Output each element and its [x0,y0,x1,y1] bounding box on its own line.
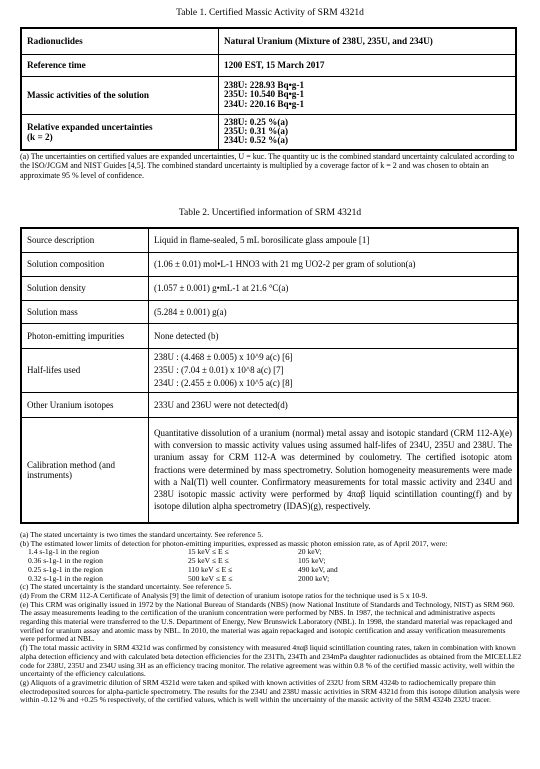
activity-line: 235U: 10.540 Bq•g-1 [224,89,305,100]
row-label: Calibration method (and instruments) [21,417,149,523]
row-value: Quantitative dissolution of a uranium (normal) metal assay and isotopic standard (CRM 112-A)(e) with conversion to massic activity values using assumed half-lifes of 234U, 235U and 238U. The uranium assay for CRM 112-A was determined by coulometry. The certified isotopic atom fractions were determined by mass spectrometry. Solution homogeneity measurements were made with a NaI(Tl) well counter. Confirmatory measurements for total massic activity and 234U and 238U isotopic massic activity were performed by 4παβ liquid scintillation counting(f) and by isotope dilution alpha spectrometry (IDAS)(g), respectively. [149,417,519,523]
row-value: (1.057 ± 0.001) g•mL-1 at 21.6 °C(a) [149,276,519,300]
limit-rate: 0.32 s-1g-1 in the region [28,573,103,583]
limit-rate: 0.25 s-1g-1 in the region [28,564,103,574]
table1-footnote: (a) The uncertainties on certified values are expanded uncertainties, U = kuc. The quantity uc is the combined standard uncertainty calculated according to the ISO/JCGM and NIST Guides [4,5]. The combined standard uncertainty is multiplied by a coverage factor of k = 2 and was chosen to obtain an approximate 95 % level of confidence. [20,152,515,180]
limit-range: 15 keV ≤ E ≤ [188,547,229,557]
uncertainty-line: 235U: 0.31 %(a) [224,126,289,137]
row-value [219,114,517,150]
row-value [219,76,517,114]
limit-range: 500 keV ≤ E ≤ [188,573,233,583]
row-label: Half-lifes used [21,348,149,392]
table-row [21,300,518,323]
row-value: None detected (b) [149,323,519,348]
row-label: Solution density [21,276,149,300]
row-value: Liquid in flame-sealed, 5 mL borosilicate glass ampoule [1] [149,228,519,252]
row-label [21,114,219,150]
table-row [21,228,518,252]
activity-line: 234U: 220.16 Bq•g-1 [224,98,305,109]
table-row [21,28,516,54]
row-label-line: (k = 2) [27,131,53,142]
table2-caption: Table 2. Uncertified information of SRM 4321d [178,208,362,218]
limit-rate: 0.36 s-1g-1 in the region [28,556,103,566]
table-header-cell: Radionuclides [21,28,219,54]
footnote-a: (a) The stated uncertainty is two times the standard uncertainty. See reference 5. [20,530,264,539]
row-label: Reference time [21,54,219,76]
uncertainty-line: 238U: 0.25 %(a) [224,116,289,127]
row-label-line: Relative expanded uncertainties [27,121,153,132]
limit-range: 25 keV ≤ E ≤ [188,556,229,566]
row-label: Source description [21,228,149,252]
limit-rate: 1.4 s-1g-1 in the region [28,547,100,557]
footnote-b: (b) The estimated lower limits of detection for photon-emitting impurities, expressed as massic photon emission rate, as of April 2017, were: [20,538,448,548]
half-life-line: 234U : (2.455 ± 0.006) x 10^5 a(c) [8] [154,377,293,388]
footnote-f: (f) The total massic activity in SRM 4321d was confirmed by consistency with measured 4παβ liquid scintillation counting rates, taken in combination with known alpha detection efficiency and with calculated beta detection efficiencies for the 231Th, 234Th and 234mPa daughter radionuclides as obtained from the MICELLE2 code for 238U, 235U and 234U using 3H as an efficiency tracing monitor. The relative agreement was within 0.8 % of the certified massic activity, well within the uncertainty of the efficiency calculations. [20,643,522,679]
table-row [21,348,518,392]
row-label: Photon-emitting impurities [21,323,149,348]
table-row [21,417,518,523]
table-row [21,392,518,417]
row-label: Massic activities of the solution [21,76,219,114]
table-header-cell: Natural Uranium (Mixture of 238U, 235U, and 234U) [219,28,517,54]
table-row [21,323,518,348]
half-life-line: 235U : (7.04 ± 0.01) x 10^8 a(c) [7] [154,364,284,375]
table-row [21,76,516,114]
row-value [149,348,519,392]
row-value: 1200 EST, 15 March 2017 [219,54,517,76]
activity-line: 238U: 228.93 Bq•g-1 [224,80,305,91]
uncertainty-line: 234U: 0.52 %(a) [224,135,289,146]
limit-bound: 2000 keV; [298,573,330,583]
row-value: (1.06 ± 0.01) mol•L-1 HNO3 with 21 mg UO2-2 per gram of solution(a) [149,252,519,276]
footnote-e: (e) This CRM was originally issued in 1972 by the National Bureau of Standards (NBS) (now National Institute of Standards and Technology, NIST) as SRM 960. The assay measurements leading to the certification of the uranium concentration were performed by NBS. In 1987, the technical and administrative aspects regarding this material were transferred to the U.S. Department of Energy, New Brunswick Laboratory (NBL). In 1998, the standard material was repackaged and verified for uranium assay and atomic mass by NBL. In 2010, the material was again repackaged and isotopic certification and assay verification measurements were performed at NBL. [20,599,515,644]
table1-caption: Table 1. Certified Massic Activity of SRM 4321d [176,8,364,18]
footnote-d: (d) From the CRM 112-A Certificate of Analysis [9] the limit of detection of uranium isotope ratios for the technique used is 5 x 10-9. [20,590,428,600]
row-value: 233U and 236U were not detected(d) [149,392,519,417]
uncertified-info-table [20,227,519,524]
table-row [21,54,516,76]
table-row [21,114,516,150]
row-label: Solution mass [21,300,149,323]
footnote-g: (g) Aliquots of a gravimetric dilution of SRM 4321d were taken and spiked with known activities of 232U from SRM 4324b to radiochemically prepare thin electrodeposited sources for alpha-particle spectrometry. The results for the 234U and 238U massic activities in SRM 4321d from this isotope dilution analysis were within -0.12 % and +0.25 % respectively, of the certified values, which is well within the uncertainty of the massic activity of the SRM 4324b 232U tracer. [20,677,520,705]
row-label: Solution composition [21,252,149,276]
footnotes [20,531,522,705]
detection-limits [20,548,522,583]
limit-bound: 490 keV, and [298,564,338,574]
limit-bound: 105 keV; [298,556,326,566]
row-value: (5.284 ± 0.001) g(a) [149,300,519,323]
table-row [21,252,518,276]
footnote-c: (c) The stated uncertainty is the standard uncertainty. See reference 5. [20,582,232,592]
half-life-line: 238U : (4.468 ± 0.005) x 10^9 a(c) [6] [154,351,293,362]
certified-activity-table [20,27,517,151]
row-label: Other Uranium isotopes [21,392,149,417]
limit-bound: 20 keV; [298,547,322,557]
table-row [21,276,518,300]
limit-range: 110 keV ≤ E ≤ [188,564,233,574]
